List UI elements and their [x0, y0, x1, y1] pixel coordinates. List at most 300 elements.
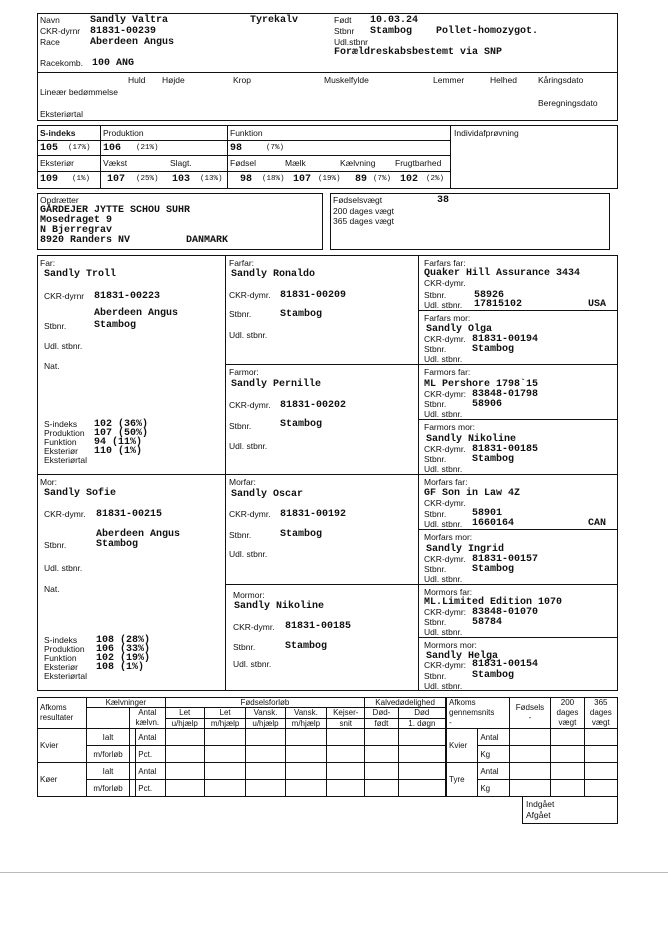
breeder-country: DANMARK	[186, 235, 229, 246]
gen3-name: Sandly Helga	[426, 651, 499, 662]
w200-num: 200	[560, 698, 575, 707]
ckr-label: CKR-dyrnr	[40, 26, 81, 36]
divider	[37, 72, 618, 73]
dages-label: dages	[556, 708, 579, 717]
gen3-stbnr-label: Stbnr.	[424, 564, 447, 574]
col-helhed: Helhed	[490, 75, 517, 85]
mforlob-label: m/forløb	[87, 780, 130, 797]
far-name: Sandly Troll	[44, 269, 117, 280]
vansk-1: Vansk.	[246, 708, 285, 719]
kaelvning-pct: (7%)	[373, 175, 392, 183]
produktion-pct: (21%)	[136, 144, 159, 152]
divider	[37, 474, 618, 475]
race-value: Aberdeen Angus	[90, 37, 175, 48]
mor-stbnr-label: Stbnr.	[44, 540, 67, 550]
gen3-stbnr-label: Stbnr.	[424, 671, 447, 681]
blank-cell	[365, 763, 398, 780]
r-kg-label: Kg	[478, 780, 509, 797]
gen3-stbnr-label: Stbnr.	[424, 509, 447, 519]
gen3-udl-label: Udl. stbnr.	[424, 354, 463, 364]
divider	[418, 529, 618, 530]
kvier-label: Kvier	[38, 729, 87, 763]
mormor-ckr: 81831-00185	[285, 621, 352, 632]
mor-label: Mor:	[40, 477, 57, 487]
gen3-stbnr-label: Stbnr.	[424, 290, 447, 300]
blank-cell	[551, 746, 584, 763]
ckr-number: 81831-00239	[90, 26, 157, 37]
far-stbnr-label: Stbnr.	[44, 321, 67, 331]
parentage-note: Forældreskabsbestemt via SNP	[334, 47, 503, 58]
gen3-ckr-label: CKR-dymr.	[424, 334, 466, 344]
maelk-label: Mælk	[285, 158, 306, 168]
linear-label: Lineær bedømmelse	[40, 87, 118, 97]
gen3-label: Mormors mor:	[424, 640, 477, 650]
gen3-label: Farfars mor:	[424, 313, 471, 323]
farmor-stbnr: Stambog	[280, 419, 323, 430]
gen3-name: Sandly Olga	[426, 324, 493, 335]
divider	[225, 255, 226, 691]
breeder-city: 8920 Randers NV	[40, 235, 131, 246]
divider	[37, 140, 450, 141]
gen3-country: USA	[588, 299, 607, 310]
gen3-ckr-label: CKR-dymr.	[424, 278, 466, 288]
beregningsdato-label: Beregningsdato	[538, 98, 598, 108]
mor-ckr: 81831-00215	[96, 509, 163, 520]
divider	[418, 419, 618, 420]
farfar-name: Sandly Ronaldo	[231, 269, 316, 280]
blank-cell	[204, 780, 246, 797]
gen3-udl-label: Udl. stbnr.	[424, 300, 463, 310]
mor-sindeks-value: 108 (28%)	[96, 635, 151, 646]
divider	[225, 364, 418, 365]
afkoms-label: Afkoms	[40, 703, 67, 712]
gen3-country: CAN	[588, 518, 607, 529]
far-funktion-label: Funktion	[44, 437, 77, 447]
blank-cell	[551, 729, 584, 746]
let-1b: u/hjælp	[165, 718, 204, 729]
mor-stbnr: Stambog	[96, 539, 139, 550]
let-1: Let	[165, 708, 204, 719]
mor-produktion-label: Produktion	[44, 644, 85, 654]
afkoms-label: Afkoms	[449, 698, 476, 707]
farfar-stbnr: Stambog	[280, 309, 323, 320]
col-huld: Huld	[128, 75, 146, 85]
mormor-label: Mormor:	[233, 590, 265, 600]
gen3-udl: 1660164	[472, 518, 515, 529]
eksteriortal-label: Eksteriørtal	[40, 109, 83, 119]
gen3-ckr: 83848-01070	[472, 607, 539, 618]
divider	[227, 125, 228, 189]
vansk-1b: u/hjælp	[246, 718, 285, 729]
gen3-ckr-label: CKR-dymr.	[424, 554, 466, 564]
gen3-label: Morfars far:	[424, 477, 468, 487]
farfar-label: Farfar:	[229, 258, 255, 268]
blank-cell	[327, 746, 365, 763]
funktion-pct: (7%)	[266, 144, 285, 152]
eksterior-label: Eksteriør	[40, 158, 74, 168]
farmor-stbnr-label: Stbnr.	[229, 421, 252, 431]
animal-kind: Tyrekalv	[250, 15, 299, 26]
divider	[37, 155, 450, 156]
eksterior-value: 109	[40, 174, 59, 185]
breeder-place: N Bjerregrav	[40, 225, 113, 236]
gen3-udl-label: Udl. stbnr.	[424, 464, 463, 474]
antal-label: Antal	[136, 763, 165, 780]
kejser-1: Kejser-	[327, 708, 365, 719]
blank-cell	[509, 780, 551, 797]
dash-label: -	[449, 718, 452, 727]
offspring-calving-table	[37, 697, 446, 797]
gen3-udl-label: Udl. stbnr.	[424, 519, 463, 529]
antal-label: Antal	[136, 729, 165, 746]
individafproevning-label: Individafprøvning	[454, 128, 519, 138]
mormor-ckr-label: CKR-dymr.	[233, 622, 275, 632]
far-eksterior-value: 110 (1%)	[94, 446, 143, 457]
mor-race: Aberdeen Angus	[96, 529, 181, 540]
maelk-value: 107	[293, 174, 312, 185]
gen3-udl-label: Udl. stbnr.	[424, 574, 463, 584]
funktion-value: 98	[230, 143, 243, 154]
blank-cell	[365, 729, 398, 746]
blank-cell	[246, 780, 285, 797]
produktion-value: 106	[103, 143, 122, 154]
fodsels-cell	[509, 698, 551, 729]
gen3-stbnr: Stambog	[472, 344, 515, 355]
slagt-value: 103	[172, 174, 191, 185]
race-label: Race	[40, 37, 60, 47]
fodsels-label: Fødsels	[515, 703, 545, 712]
blank-cell	[509, 729, 551, 746]
gen3-stbnr: Stambog	[472, 564, 515, 575]
w200-label: 200 dages vægt	[333, 206, 394, 216]
gen3-name: ML Pershore 1798`15	[424, 379, 539, 390]
divider	[418, 584, 618, 585]
morfar-ckr-label: CKR-dymr.	[229, 509, 271, 519]
navn-label: Navn	[40, 15, 60, 25]
racekomb-label: Racekomb.	[40, 58, 83, 68]
blank-cell	[204, 746, 246, 763]
gen3-udl: 17815102	[474, 299, 523, 310]
farfar-ckr-label: CKR-dymr.	[229, 290, 271, 300]
frugtbarhed-label: Frugtbarhed	[395, 158, 442, 168]
w365-label: 365 dages vægt	[333, 216, 394, 226]
blank-cell	[365, 780, 398, 797]
frugtbarhed-pct: (2%)	[426, 175, 445, 183]
vaekst-value: 107	[107, 174, 126, 185]
mor-eksterior-label: Eksteriør	[44, 662, 78, 672]
r-kg-label: Kg	[478, 746, 509, 763]
farmor-label: Farmor:	[229, 367, 259, 377]
fodsel-pct: (18%)	[262, 175, 285, 183]
s-indeks-value: 105	[40, 143, 59, 154]
pct-label: Pct.	[136, 780, 165, 797]
pollet-status: Pollet-homozygot.	[436, 26, 539, 37]
blank-cell	[285, 729, 327, 746]
let-2: Let	[204, 708, 246, 719]
gen3-ckr-label: CKR-dymr:	[424, 389, 467, 399]
gen3-ckr: 81831-00194	[472, 334, 539, 345]
gen3-ckr: 81831-00157	[472, 554, 539, 565]
blank-cell	[509, 763, 551, 780]
gen3-ckr-label: CKR-dymr:	[424, 660, 467, 670]
blank-cell	[165, 729, 204, 746]
vaegt-label: vægt	[591, 718, 610, 727]
divider	[418, 255, 419, 691]
fodselsvaegt-label: Fødselsvægt	[333, 195, 383, 205]
mor-funktion-label: Funktion	[44, 653, 77, 663]
col-krop: Krop	[233, 75, 251, 85]
blank-cell	[285, 763, 327, 780]
far-ckr-label: CKR-dyrnr	[44, 291, 85, 301]
blank-cell	[584, 746, 617, 763]
pct-label: Pct.	[136, 746, 165, 763]
gen3-stbnr-label: Stbnr.	[424, 617, 447, 627]
dages-label: dages	[589, 708, 612, 717]
gen3-stbnr: 58784	[472, 617, 503, 628]
far-produktion-value: 107 (50%)	[94, 428, 149, 439]
mor-ckr-label: CKR-dymr.	[44, 509, 86, 519]
mforlob-label: m/forløb	[87, 746, 130, 763]
kaelvning-value: 89	[355, 174, 368, 185]
gen3-ckr: 81831-00154	[472, 659, 539, 670]
far-eksterior-label: Eksteriør	[44, 446, 78, 456]
blank-cell	[584, 729, 617, 746]
w200-cell	[551, 698, 584, 729]
fodt-label: Født	[334, 15, 352, 25]
r-antal-label: Antal	[478, 763, 509, 780]
farmor-udl-label: Udl. stbnr.	[229, 441, 268, 451]
blank-cell	[87, 708, 130, 729]
blank-cell	[204, 763, 246, 780]
gen3-ckr-label: CKR-dymr.	[424, 444, 466, 454]
dod-fodt-2: født	[365, 718, 398, 729]
let-2b: m/hjælp	[204, 718, 246, 729]
gen3-stbnr: 58906	[472, 399, 503, 410]
blank-cell	[398, 763, 445, 780]
mor-sindeks-label: S-indeks	[44, 635, 78, 645]
gen3-udl-label: Udl. stbnr.	[424, 681, 463, 691]
s-indeks-label: S-indeks	[40, 128, 76, 138]
divider	[0, 872, 668, 873]
vaegt-label: vægt	[558, 718, 577, 727]
dod-fodt-1: Død-	[365, 708, 398, 719]
farfar-stbnr-label: Stbnr.	[229, 309, 252, 319]
kejser-2: snit	[327, 718, 365, 729]
divider	[418, 364, 618, 365]
blank-cell	[398, 746, 445, 763]
gen3-name: Sandly Ingrid	[426, 544, 505, 555]
gen3-udl-label: Udl. stbnr.	[424, 627, 463, 637]
blank-cell	[398, 780, 445, 797]
offspring-weight-table	[446, 697, 618, 797]
gen3-stbnr-label: Stbnr.	[424, 454, 447, 464]
opdraetter-label: Opdrætter	[40, 195, 79, 205]
indgaet-label: Indgået	[526, 799, 555, 809]
frugtbarhed-value: 102	[400, 174, 419, 185]
far-udl-label: Udl. stbnr.	[44, 341, 83, 351]
blank-cell	[285, 746, 327, 763]
blank-cell	[365, 746, 398, 763]
resultater-label: resultater	[40, 713, 74, 722]
blank-cell	[509, 746, 551, 763]
morfar-name: Sandly Oscar	[231, 489, 304, 500]
kaelvn-label: kælvn.	[135, 718, 160, 727]
divider	[418, 310, 618, 311]
kaelvning-label: Kælvning	[340, 158, 376, 168]
breeder-name: GÅRDEJER JYTTE SCHOU SUHR	[40, 205, 191, 216]
w365-num: 365	[594, 698, 608, 707]
mormor-stbnr-label: Stbnr.	[233, 642, 256, 652]
blank-cell	[398, 729, 445, 746]
far-sindeks-value: 102 (36%)	[94, 419, 149, 430]
kalvedodelighed-header: Kalvedødelighed	[365, 698, 446, 708]
gen3-stbnr-label: Stbnr.	[424, 344, 447, 354]
funktion-label: Funktion	[230, 128, 263, 138]
gen3-label: Morfars mor:	[424, 532, 473, 542]
far-sindeks-label: S-indeks	[44, 419, 78, 429]
blank-cell	[584, 763, 617, 780]
far-ckr: 81831-00223	[94, 291, 161, 302]
far-funktion-value: 94 (11%)	[94, 437, 143, 448]
r-antal-label: Antal	[478, 729, 509, 746]
gen3-udl-label: Udl. stbnr.	[424, 409, 463, 419]
farmor-ckr-label: CKR-dymr.	[229, 400, 271, 410]
dod-dogn-2: 1. døgn	[398, 718, 445, 729]
gen3-label: Farmors mor:	[424, 422, 475, 432]
gen3-ckr: 83848-01798	[472, 389, 539, 400]
far-produktion-label: Produktion	[44, 428, 85, 438]
far-nat-label: Nat.	[44, 361, 60, 371]
r-tyre-label: Tyre	[447, 763, 478, 797]
koer-label: Køer	[38, 763, 87, 797]
far-race: Aberdeen Angus	[94, 308, 179, 319]
mor-name: Sandly Sofie	[44, 488, 117, 499]
morfar-udl-label: Udl. stbnr.	[229, 549, 268, 559]
divider	[450, 125, 451, 189]
mormor-stbnr: Stambog	[285, 641, 328, 652]
morfar-stbnr-label: Stbnr.	[229, 530, 252, 540]
divider	[100, 125, 101, 189]
gen3-label: Farfars far:	[424, 258, 466, 268]
antal-kaelvn-cell	[130, 708, 166, 729]
fodselsforlob-header: Fødselsforløb	[165, 698, 365, 708]
slagt-pct: (13%)	[200, 175, 223, 183]
produktion-label: Produktion	[103, 128, 144, 138]
blank-cell	[584, 780, 617, 797]
blank-cell	[204, 729, 246, 746]
gen3-stbnr: Stambog	[472, 454, 515, 465]
afkoms-cell	[38, 698, 87, 729]
fodsel-label: Fødsel	[230, 158, 256, 168]
farmor-name: Sandly Pernille	[231, 379, 322, 390]
gen3-stbnr: 58901	[472, 508, 503, 519]
divider	[225, 584, 418, 585]
blank-cell	[246, 746, 285, 763]
blank-cell	[285, 780, 327, 797]
gen3-label: Farmors far:	[424, 367, 471, 377]
vaekst-pct: (25%)	[136, 175, 159, 183]
morfar-label: Morfar:	[229, 477, 256, 487]
animal-name: Sandly Valtra	[90, 15, 169, 26]
gen3-stbnr: Stambog	[472, 670, 515, 681]
eksterior-pct: (1%)	[72, 175, 91, 183]
gen3-ckr-label: CKR-dymr:	[424, 607, 467, 617]
vansk-2: Vansk.	[285, 708, 327, 719]
gen3-name: GF Son in Law 4Z	[424, 488, 521, 499]
afgaet-label: Afgået	[526, 810, 551, 820]
gen3-stbnr-label: Stbnr.	[424, 399, 447, 409]
col-lemmer: Lemmer	[433, 75, 465, 85]
gen3-name: Sandly Nikoline	[426, 434, 517, 445]
ialt-label: Ialt	[87, 729, 130, 746]
col-muskelfylde: Muskelfylde	[324, 75, 369, 85]
mor-produktion-value: 106 (33%)	[96, 644, 151, 655]
blank-cell	[165, 746, 204, 763]
vaekst-label: Vækst	[103, 158, 128, 168]
blank-cell	[246, 729, 285, 746]
blank-cell	[551, 780, 584, 797]
farfar-ckr: 81831-00209	[280, 290, 347, 301]
dod-dogn-1: Død	[398, 708, 445, 719]
racekomb-value: 100 ANG	[92, 58, 135, 69]
blank-cell	[165, 763, 204, 780]
farfar-udl-label: Udl. stbnr.	[229, 330, 268, 340]
far-stbnr: Stambog	[94, 320, 137, 331]
mormor-name: Sandly Nikoline	[234, 601, 325, 612]
stbnr-label: Stbnr	[334, 26, 355, 36]
stbnr-value: Stambog	[370, 26, 413, 37]
slagt-label: Slagt.	[170, 158, 192, 168]
blank-cell	[551, 763, 584, 780]
blank-cell	[327, 729, 365, 746]
kaelvninger-header: Kælvninger	[87, 698, 166, 708]
gennemsnits-label: gennemsnits	[449, 708, 495, 717]
s-indeks-pct: (17%)	[68, 144, 91, 152]
mormor-udl-label: Udl. stbnr.	[233, 659, 272, 669]
far-eksteriortal-label: Eksteriørtal	[44, 455, 87, 465]
morfar-ckr: 81831-00192	[280, 509, 347, 520]
gen3-label: Mormors far:	[424, 587, 473, 597]
mor-nat-label: Nat.	[44, 584, 60, 594]
mor-funktion-value: 102 (19%)	[96, 653, 151, 664]
w365-cell	[584, 698, 617, 729]
antal-label: Antal	[138, 708, 157, 717]
r-kvier-label: Kvier	[447, 729, 478, 763]
col-kaaringsdato: Kåringsdato	[538, 75, 584, 85]
blank-cell	[327, 763, 365, 780]
morfar-stbnr: Stambog	[280, 529, 323, 540]
farmor-ckr: 81831-00202	[280, 400, 347, 411]
blank-cell	[246, 763, 285, 780]
fodsel-value: 98	[240, 174, 253, 185]
vansk-2b: m/hjælp	[285, 718, 327, 729]
blank-cell	[165, 780, 204, 797]
dash-label: -	[528, 713, 532, 722]
birth-date: 10.03.24	[370, 15, 419, 26]
gen3-ckr: 81831-00185	[472, 444, 539, 455]
fodselsvaegt-value: 38	[437, 195, 450, 206]
divider	[37, 171, 450, 172]
maelk-pct: (19%)	[318, 175, 341, 183]
col-hojde: Højde	[162, 75, 185, 85]
gen3-stbnr: 58926	[474, 290, 505, 301]
gen3-name: Quaker Hill Assurance 3434	[424, 268, 581, 279]
breeder-street: Mosedraget 9	[40, 215, 113, 226]
mor-eksteriortal-label: Eksteriørtal	[44, 671, 87, 681]
far-label: Far:	[40, 258, 56, 268]
udl-stbnr-label: Udl.stbnr	[334, 37, 369, 47]
gen3-ckr-label: CKR-dymr.	[424, 498, 466, 508]
